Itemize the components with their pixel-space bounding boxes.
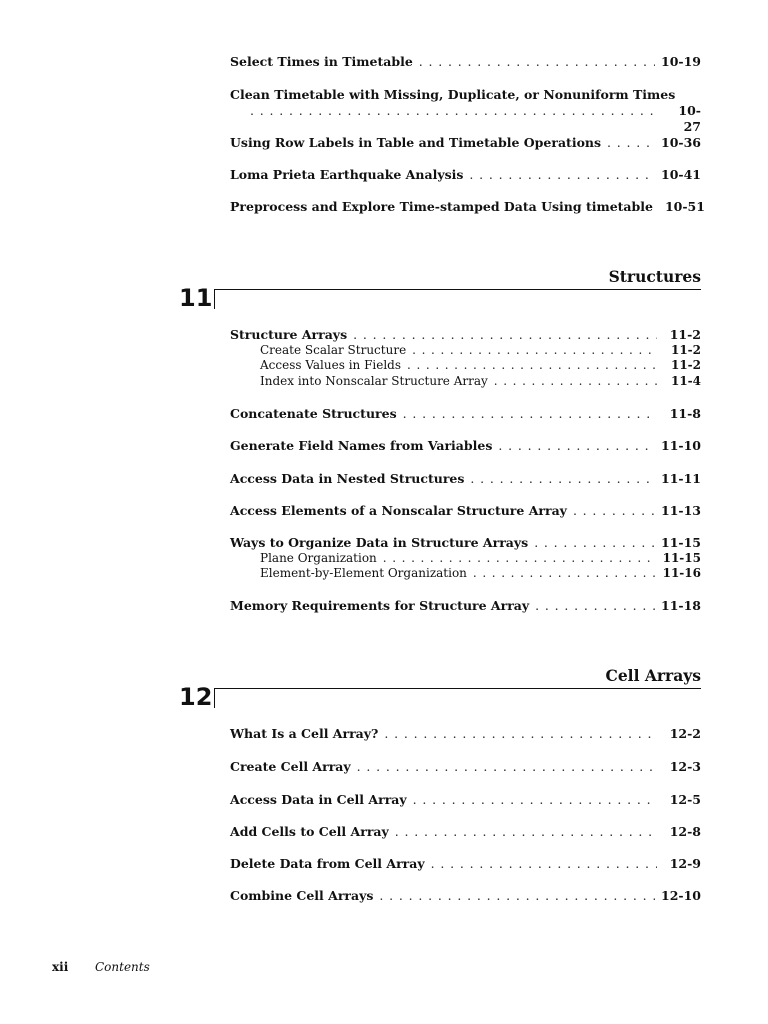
- dot-leader: [353, 327, 657, 343]
- dot-leader: [383, 551, 657, 566]
- toc-entry-title: Concatenate Structures: [230, 406, 397, 421]
- toc-entry[interactable]: [230, 503, 701, 519]
- toc-entry-page: 12-10: [661, 888, 701, 903]
- dot-leader: [607, 135, 655, 151]
- dot-leader: [494, 374, 657, 389]
- toc-entry-title: Memory Requirements for Structure Array: [230, 598, 530, 613]
- toc-entry-title: What Is a Cell Array?: [230, 726, 379, 741]
- toc-subentry[interactable]: [260, 566, 701, 581]
- dot-leader: [395, 824, 657, 840]
- toc-entry[interactable]: [230, 726, 701, 742]
- toc-entry-title: Structure Arrays: [230, 327, 348, 342]
- toc-entry-title: Create Cell Array: [230, 759, 351, 774]
- toc-entry[interactable]: [230, 888, 701, 904]
- dot-leader: [403, 406, 657, 422]
- toc-entry-page: 12-2: [669, 726, 701, 741]
- toc-entry[interactable]: [230, 856, 701, 872]
- dot-leader: [470, 471, 655, 487]
- toc-entry[interactable]: [230, 135, 701, 151]
- toc-entry[interactable]: [230, 327, 701, 343]
- toc-entry-leader-line[interactable]: [250, 103, 701, 135]
- dot-leader: [412, 343, 657, 358]
- toc-entry-page: 10-51: [664, 199, 705, 214]
- chapter-12-title: Cell Arrays: [605, 666, 701, 685]
- toc-entry-title: Preprocess and Explore Time-stamped Data Using timetable: [230, 199, 653, 214]
- toc-entry[interactable]: [230, 199, 705, 215]
- dot-leader: [498, 438, 655, 454]
- toc-subentry-title: Index into Nonscalar Structure Array: [260, 374, 488, 388]
- chapter-12-number: 12: [179, 683, 213, 711]
- toc-entry[interactable]: [230, 167, 701, 183]
- toc-entry[interactable]: [230, 792, 701, 808]
- toc-entry-title: Combine Cell Arrays: [230, 888, 374, 903]
- chapter-12-rule: [214, 688, 701, 708]
- toc-entry[interactable]: [230, 598, 701, 614]
- toc-entry-page: 11-8: [669, 406, 701, 421]
- dot-leader: [379, 888, 655, 904]
- dot-leader: [407, 358, 657, 373]
- toc-entry-page: 10-36: [661, 135, 701, 150]
- toc-entry-title: Access Data in Nested Structures: [230, 471, 465, 486]
- toc-subentry[interactable]: [260, 358, 701, 373]
- toc-entry-title: Add Cells to Cell Array: [230, 824, 389, 839]
- toc-entry-page: 11-18: [661, 598, 701, 613]
- dot-leader: [413, 792, 657, 808]
- toc-subentry-title: Access Values in Fields: [260, 358, 402, 372]
- dot-leader: [250, 103, 657, 119]
- toc-entry-page: 12-9: [669, 856, 701, 871]
- toc-subentry-title: Plane Organization: [260, 551, 377, 565]
- toc-entry-title: Select Times in Timetable: [230, 54, 413, 69]
- chapter-11-number: 11: [179, 284, 213, 312]
- toc-entry-page: 11-2: [669, 327, 701, 342]
- toc-entry-title[interactable]: Clean Timetable with Missing, Duplicate, or Nonuniform Times: [230, 87, 676, 102]
- dot-leader: [473, 566, 657, 581]
- toc-entry-page: 11-10: [661, 438, 701, 453]
- toc-entry-title: Ways to Organize Data in Structure Arrays: [230, 535, 529, 550]
- toc-entry-title: Loma Prieta Earthquake Analysis: [230, 167, 464, 182]
- toc-subentry-page: 11-2: [670, 343, 701, 357]
- toc-entry-page: 12-5: [669, 792, 701, 807]
- toc-entry-page: 12-3: [669, 759, 701, 774]
- dot-leader: [535, 598, 655, 614]
- toc-subentry[interactable]: [260, 374, 701, 389]
- toc-entry[interactable]: [230, 438, 701, 454]
- toc-entry-page: 11-11: [661, 471, 701, 486]
- toc-subentry[interactable]: [260, 551, 701, 566]
- toc-entry-page: 11-15: [661, 535, 701, 550]
- toc-subentry-title: Element-by-Element Organization: [260, 566, 467, 580]
- toc-entry[interactable]: [230, 406, 701, 422]
- footer-label: Contents: [95, 960, 150, 974]
- toc-entry-page: 10-19: [661, 54, 701, 69]
- dot-leader: [534, 535, 655, 551]
- dot-leader: [573, 503, 655, 519]
- toc-subentry-page: 11-4: [670, 374, 701, 388]
- chapter-11-rule: [214, 289, 701, 309]
- toc-subentry-page: 11-16: [662, 566, 701, 580]
- toc-entry-title: Access Elements of a Nonscalar Structure Array: [230, 503, 567, 518]
- toc-entry-title: Using Row Labels in Table and Timetable Operations: [230, 135, 602, 150]
- dot-leader: [384, 726, 657, 742]
- chapter-11-title: Structures: [608, 267, 701, 286]
- toc-entry[interactable]: [230, 535, 701, 551]
- toc-subentry-page: 11-2: [670, 358, 701, 372]
- toc-entry-title: Generate Field Names from Variables: [230, 438, 493, 453]
- toc-entry-title: Delete Data from Cell Array: [230, 856, 425, 871]
- toc-entry-page: 10-41: [661, 167, 701, 182]
- toc-entry-page: 11-13: [661, 503, 701, 518]
- dot-leader: [469, 167, 655, 183]
- dot-leader: [431, 856, 657, 872]
- footer-page-number: xii: [52, 960, 69, 974]
- toc-entry[interactable]: [230, 759, 701, 775]
- toc-entry-title: Access Data in Cell Array: [230, 792, 407, 807]
- toc-subentry-title: Create Scalar Structure: [260, 343, 407, 357]
- toc-entry[interactable]: [230, 824, 701, 840]
- toc-entry[interactable]: [230, 54, 701, 70]
- dot-leader: [419, 54, 655, 70]
- toc-entry-page: 10-27: [678, 103, 701, 134]
- toc-entry[interactable]: [230, 471, 701, 487]
- toc-subentry-page: 11-15: [662, 551, 701, 565]
- dot-leader: [357, 759, 657, 775]
- toc-subentry[interactable]: [260, 343, 701, 358]
- toc-entry-page: 12-8: [669, 824, 701, 839]
